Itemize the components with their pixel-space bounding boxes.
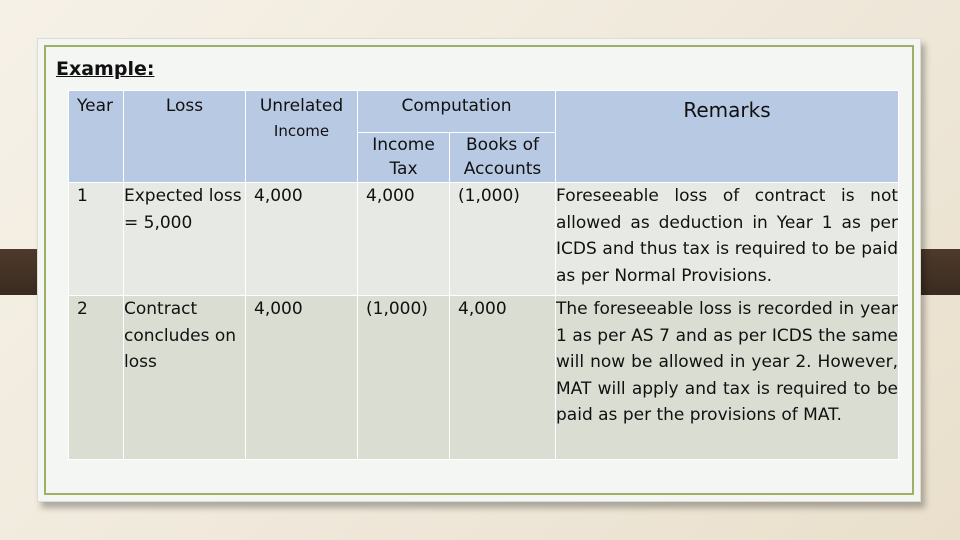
row1-remarks: Foreseeable loss of contract is not allowed as deduction in Year 1 as per ICDS and thus tax is required to be paid as per Normal Provisions. bbox=[556, 183, 899, 296]
row1-unrelated: 4,000 bbox=[246, 183, 358, 296]
income-tax-header-label: Income Tax bbox=[372, 135, 435, 179]
computation-header-label: Computation bbox=[401, 96, 512, 116]
left-decor-bar bbox=[0, 249, 40, 295]
unrelated-header-label: Unrelated bbox=[259, 96, 344, 116]
table-row bbox=[69, 183, 899, 296]
row1-income-tax: 4,000 bbox=[358, 183, 450, 296]
row1-books: (1,000) bbox=[450, 183, 556, 296]
row2-remarks: The foreseeable loss is recorded in year 1 as per AS 7 and as per ICDS the same will now be allowed in year 2. However, MAT will apply and tax is required to be paid as per the provisions of MAT. bbox=[556, 296, 899, 460]
remarks-header-label: Remarks bbox=[683, 98, 771, 122]
row2-loss: Contract concludes on loss bbox=[124, 296, 246, 460]
row2-income-tax: (1,000) bbox=[358, 296, 450, 460]
unrelated-header-sublabel: Income bbox=[273, 122, 330, 140]
year-header bbox=[69, 91, 124, 183]
header-row-top bbox=[69, 91, 899, 133]
row2-year: 2 bbox=[69, 296, 124, 460]
row1-year: 1 bbox=[69, 183, 124, 296]
computation-header bbox=[358, 91, 556, 133]
remarks-header bbox=[556, 91, 899, 183]
row2-books: 4,000 bbox=[450, 296, 556, 460]
loss-header-label: Loss bbox=[165, 96, 204, 116]
books-header bbox=[450, 133, 556, 183]
row1-loss: Expected loss = 5,000 bbox=[124, 183, 246, 296]
computation-table bbox=[68, 90, 899, 460]
row2-unrelated: 4,000 bbox=[246, 296, 358, 460]
example-title: Example: bbox=[56, 58, 155, 80]
loss-header bbox=[124, 91, 246, 183]
year-header-label: Year bbox=[77, 96, 113, 116]
books-header-label: Books of Accounts bbox=[463, 135, 542, 179]
table-row bbox=[69, 296, 899, 460]
unrelated-header bbox=[246, 91, 358, 183]
income-tax-header bbox=[358, 133, 450, 183]
